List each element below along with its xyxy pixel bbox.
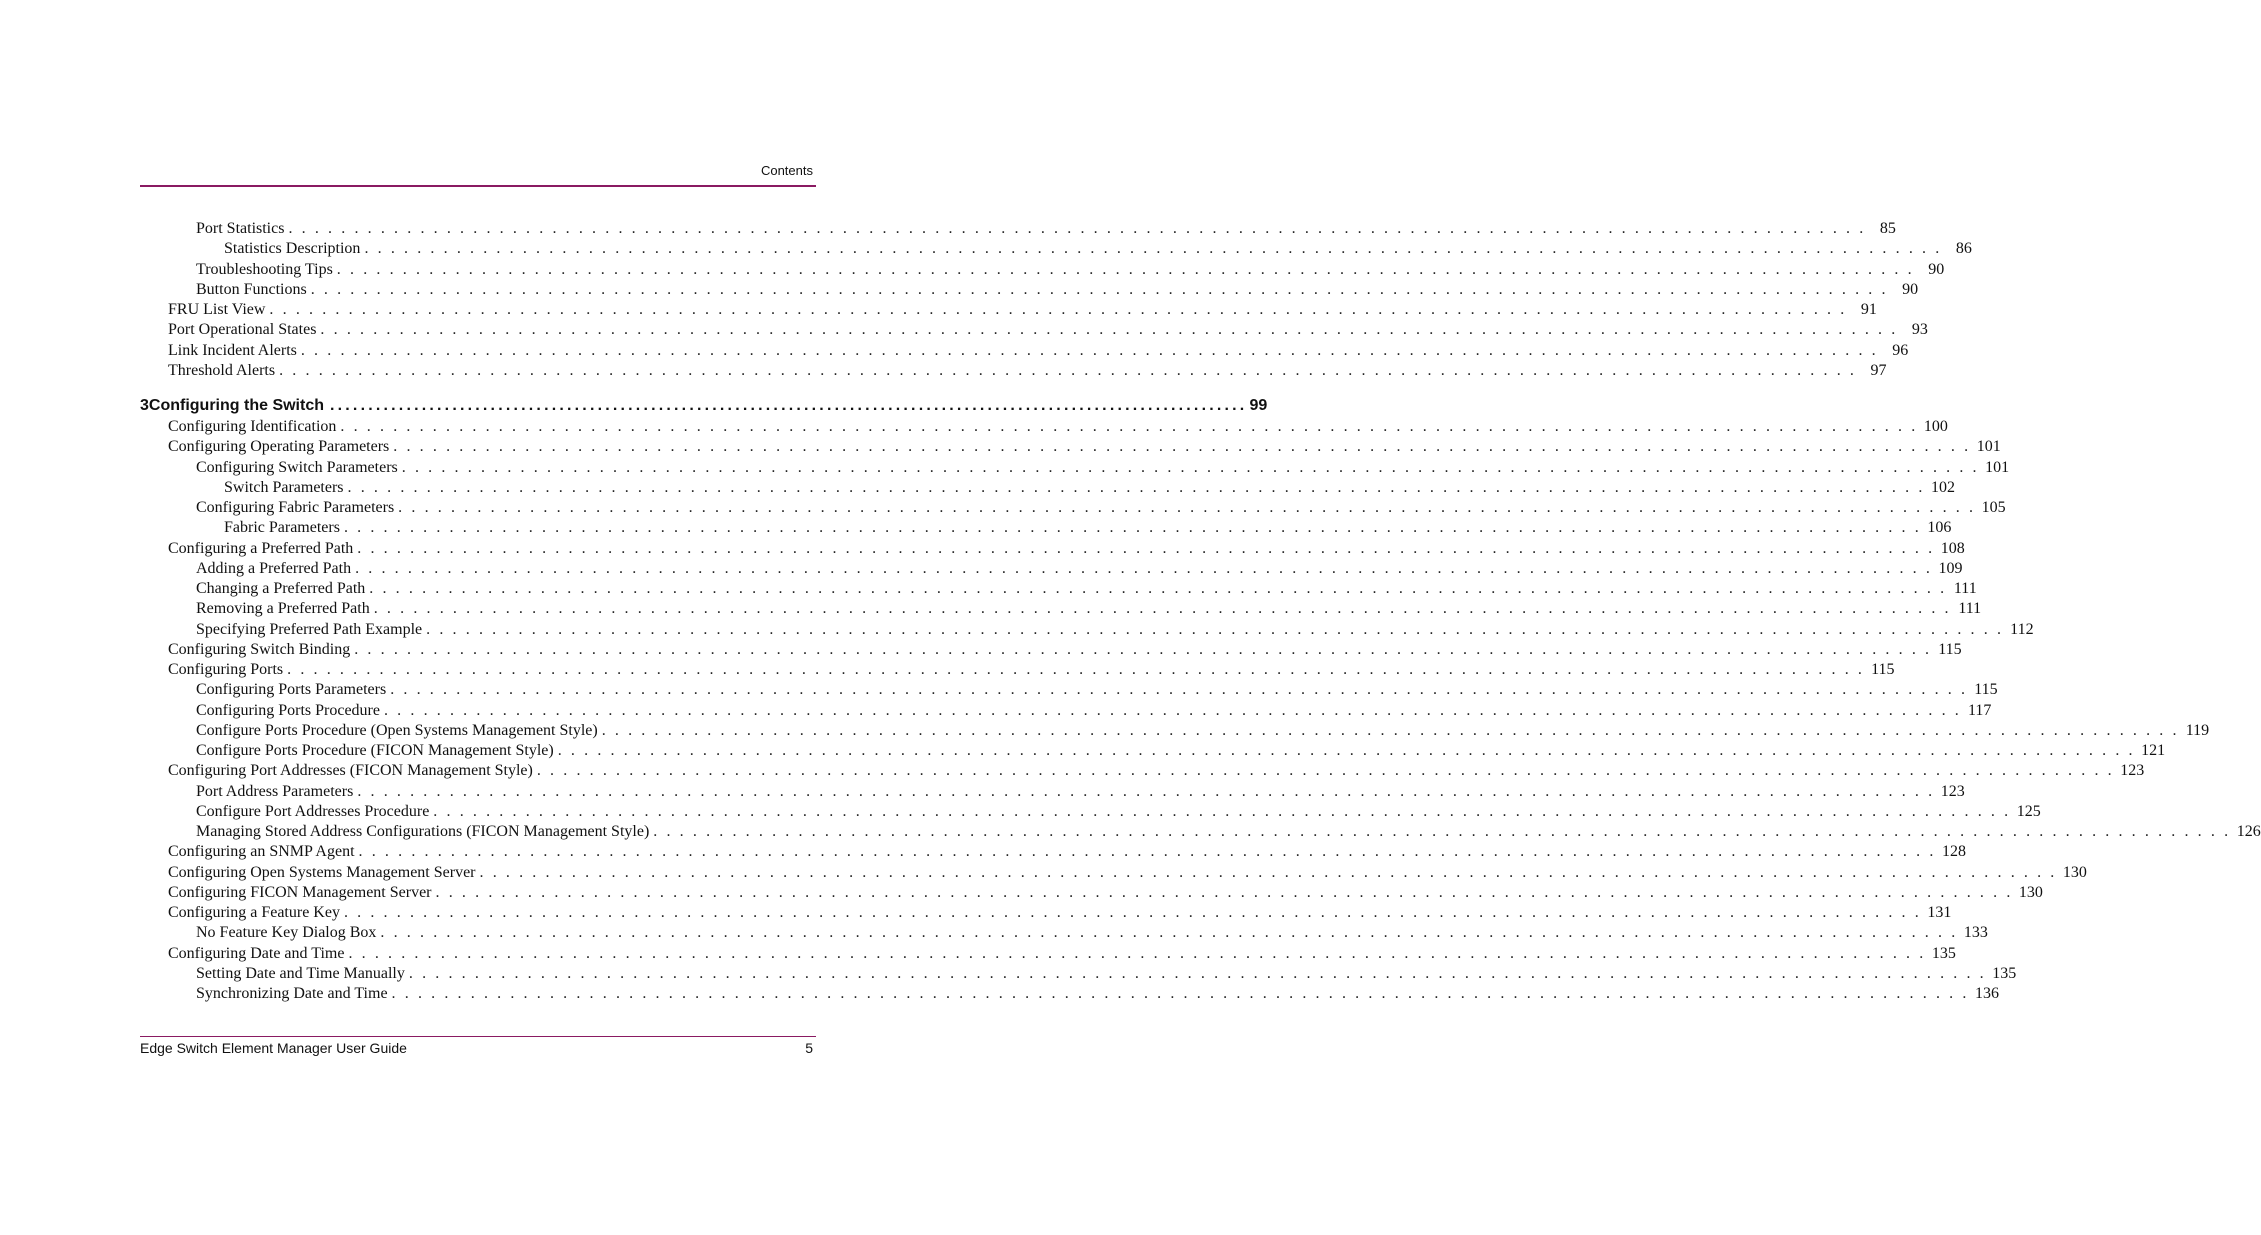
dot-leader: . . . . . . . . . . . . . . . . . . . . . . . . . . . . . . . . . . . . . . . . . . . . . . . . . . . . . . . . . . . . . . . . . . . . . . . . . . . . . . . . . . . . . . . . . . . . . . . . . . . . . . . . . . . . . . . . . . . . . . . . — [536, 762, 2115, 780]
toc-entry-title: Configuring Switch Binding — [168, 640, 351, 658]
toc-entry-page: 125 — [2016, 802, 2041, 820]
toc-entry[interactable] — [140, 660, 1895, 680]
toc-entry[interactable] — [140, 361, 1887, 381]
toc-entry-page: 112 — [2010, 620, 2034, 638]
toc-entry-title: Statistics Description — [224, 240, 361, 258]
toc-entry[interactable] — [140, 964, 2017, 984]
toc-entry[interactable] — [140, 579, 1977, 599]
toc-entry-title: Port Address Parameters — [196, 782, 354, 800]
toc-entry-title: Configuring Identification — [168, 418, 337, 435]
chapter-title: Configuring the Switch — [148, 397, 324, 414]
toc-entry-page: 91 — [1860, 301, 1877, 318]
toc-entry[interactable] — [140, 300, 1877, 320]
toc-entry-page: 111 — [1953, 580, 1977, 597]
toc-entry[interactable] — [140, 498, 2006, 518]
toc-entry[interactable] — [140, 599, 1982, 619]
dot-leader: . . . . . . . . . . . . . . . . . . . . . . . . . . . . . . . . . . . . . . . . . . . . . . . . . . . . . . . . . . . . . . . . . . . . . . . . . . . . . . . . . . . . . . . . . . . . . . . . . . . . . . . . . . . . . . . . . . . . . . . . — [343, 519, 1922, 537]
chapter-page: 99 — [1249, 397, 1268, 414]
toc-entry-title: Removing a Preferred Path — [196, 600, 370, 618]
dot-leader: . . . . . . . . . . . . . . . . . . . . . . . . . . . . . . . . . . . . . . . . . . . . . . . . . . . . . . . . . . . . . . . . . . . . . . . . . . . . . . . . . . . . . . . . . . . . . . . . . . . . . . . . . . . . . . . . . . . . . . . . — [300, 341, 1879, 359]
dot-leader: . . . . . . . . . . . . . . . . . . . . . . . . . . . . . . . . . . . . . . . . . . . . . . . . . . . . . . . . . . . . . . . . . . . . . . . . . . . . . . . . . . . . . . . . . . . . . . . . . . . . . . . . . . . . . . . . . . . . . . . . — [391, 985, 1969, 1002]
toc-entry[interactable] — [140, 458, 2010, 478]
toc-entry-title: Adding a Preferred Path — [196, 559, 352, 577]
toc-entry-title: Switch Parameters — [224, 478, 344, 496]
toc-chapter-heading[interactable] — [140, 395, 1268, 417]
toc-entry-page: 121 — [2141, 742, 2166, 759]
table-of-contents — [140, 219, 2261, 1004]
dot-leader: . . . . . . . . . . . . . . . . . . . . . . . . . . . . . . . . . . . . . . . . . . . . . . . . . . . . . . . . . . . . . . . . . . . . . . . . . . . . . . . . . . . . . . . . . . . . . . . . . . . . . . . . . . . . . . . . . . . . . . . . — [310, 280, 1889, 298]
dot-leader: . . . . . . . . . . . . . . . . . . . . . . . . . . . . . . . . . . . . . . . . . . . . . . . . . . . . . . . . . . . . . . . . . . . . . . . . . . . . . . . . . . . . . . . . . . . . . . . . . . . . . . . . . . . . . . . . . . . . . . . . — [269, 301, 1847, 318]
toc-entry-page: 90 — [1902, 280, 1919, 298]
dot-leader: . . . . . . . . . . . . . . . . . . . . . . . . . . . . . . . . . . . . . . . . . . . . . . . . . . . . . . . . . . . . . . . . . . . . . . . . . . . . . . . . . . . . . . . . . . . . . . . . . . . . . . . . . . . . . . . . . . . . . . . . — [398, 499, 1976, 516]
toc-entry-page: 115 — [1871, 661, 1895, 678]
toc-entry[interactable] — [140, 341, 1909, 361]
toc-entry[interactable] — [140, 984, 1999, 1004]
toc-entry-title: Specifying Preferred Path Example — [196, 620, 423, 638]
toc-entry[interactable] — [140, 559, 1963, 579]
toc-entry-page: 117 — [1967, 701, 1992, 719]
toc-entry[interactable] — [140, 782, 1965, 802]
running-header: Contents — [760, 163, 813, 178]
toc-entry-page: 130 — [2062, 863, 2087, 881]
dot-leader: . . . . . . . . . . . . . . . . . . . . . . . . . . . . . . . . . . . . . . . . . . . . . . . . . . . . . . . . . . . . . . . . . . . . . . . . . . . . . . . . . . . . . . . . . . . . . . . . . . . . . . . . . . . . . . . . . . . . . . . . — [479, 863, 2057, 881]
dot-leader: . . . . . . . . . . . . . . . . . . . . . . . . . . . . . . . . . . . . . . . . . . . . . . . . . . . . . . . . . . . . . . . . . . . . . . . . . . . . . . . . . . . . . . . . . . . . . . . . . . . . . . . . . . . . . . . . . . . . . . . . — [373, 600, 1952, 618]
toc-entry[interactable] — [140, 239, 1972, 259]
toc-entry[interactable] — [140, 701, 1992, 721]
toc-entry[interactable] — [140, 680, 1998, 700]
dot-leader: . . . . . . . . . . . . . . . . . . . . . . . . . . . . . . . . . . . . . . . . . . . . . . . . . . . . . . . . . . . . . . . . . . . . . . . . . . . . . . . . . . . . . . . . . . . . . . . . . . . . . . . . . . . . . . . . . . . . . . . . — [426, 620, 2004, 638]
toc-entry-page: 135 — [1931, 944, 1956, 962]
toc-entry-page: 101 — [1985, 458, 2010, 476]
toc-entry-page: 106 — [1927, 519, 1952, 537]
toc-entry-title: Configuring Ports — [168, 661, 284, 678]
dot-leader: . . . . . . . . . . . . . . . . . . . . . . . . . . . . . . . . . . . . . . . . . . . . . . . . . . . . . . . . . . . . . . . . . . . . . . . . . . . . . . . . . . . . . . . . . . . . . . . . . . . . . . . . . . . . . . . . . . . . . . . . — [601, 721, 2180, 739]
dot-leader: . . . . . . . . . . . . . . . . . . . . . . . . . . . . . . . . . . . . . . . . . . . . . . . . . . . . . . . . . . . . . . . . . . . . . . . . . . . . . . . . . . . . . . . . . . . . . . . . . . . . . . . . . . . . . . . . . . . . . . . . — [401, 458, 1980, 476]
toc-entry-page: 102 — [1930, 478, 1955, 496]
toc-entry-page: 97 — [1870, 361, 1887, 379]
toc-entry-title: No Feature Key Dialog Box — [196, 924, 377, 942]
toc-entry-title: Configuring Open Systems Management Server — [168, 863, 476, 881]
dot-leader: . . . . . . . . . . . . . . . . . . . . . . . . . . . . . . . . . . . . . . . . . . . . . . . . . . . . . . . . . . . . . . . . . . . . . . . . . . . . . . . . . . . . . . . . . . . . . . . . . . . . . . . . . . . . . . . . . . . . . . . . — [287, 661, 1865, 678]
toc-entry-page: 100 — [1923, 418, 1948, 435]
toc-entry-page: 130 — [2018, 883, 2043, 901]
toc-entry[interactable] — [140, 417, 1948, 437]
toc-entry-title: Changing a Preferred Path — [196, 580, 366, 597]
toc-entry-page: 115 — [1938, 640, 1962, 658]
toc-entry[interactable] — [140, 280, 1919, 300]
toc-entry-page: 136 — [1974, 985, 1999, 1002]
toc-entry-page: 126 — [2236, 823, 2261, 840]
dot-leader: . . . . . . . . . . . . . . . . . . . . . . . . . . . . . . . . . . . . . . . . . . . . . . . . . . . . . . . . . . . . . . . . . . . . . . . . . . . . . . . . . . . . . . . . . . . . . . . . . . . . . . . . . . . . . . . . . . . . . . . . — [347, 478, 1925, 496]
toc-entry-page: 96 — [1892, 341, 1909, 359]
dot-leader: . . . . . . . . . . . . . . . . . . . . . . . . . . . . . . . . . . . . . . . . . . . . . . . . . . . . . . . . . . . . . . . . . . . . . . . . . . . . . . . . . . . . . . . . . . . . . . . . . . . . . . . . . . . . . . . . . . . . . . . . — [369, 580, 1947, 597]
dot-leader: . . . . . . . . . . . . . . . . . . . . . . . . . . . . . . . . . . . . . . . . . . . . . . . . . . . . . . . . . . . . . . . . . . . . . . . . . . . . . . . . . . . . . . . . . . . . . . . . . . . . . . . . . . . . . . . . . . . . . . . . — [433, 802, 2011, 820]
toc-entry-title: Managing Stored Address Configurations (FICON Management Style) — [196, 823, 650, 840]
toc-entry-page: 133 — [1963, 924, 1988, 942]
dot-leader: . . . . . . . . . . . . . . . . . . . . . . . . . . . . . . . . . . . . . . . . . . . . . . . . . . . . . . . . . . . . . . . . . . . . . . . . . . . . . . . . . . . . . . . . . . . . . . . . . . . . . . . . . . . . . . . . . . . . . . . . — [340, 418, 1918, 435]
toc-entry-page: 90 — [1928, 260, 1945, 278]
toc-entry-title: Fabric Parameters — [224, 519, 340, 537]
header-rule — [140, 185, 816, 187]
toc-entry[interactable] — [140, 944, 1956, 964]
dot-leader: . . . . . . . . . . . . . . . . . . . . . . . . . . . . . . . . . . . . . . . . . . . . . . . . . . . . . . . . . . . . . . . . . . . . . . . . . . . . . . . . . . . . . . . . . . . . . . . . . . . . . . . . . . . . . . . . . . . . . . . . — [358, 843, 1936, 861]
dot-leader: . . . . . . . . . . . . . . . . . . . . . . . . . . . . . . . . . . . . . . . . . . . . . . . . . . . . . . . . . . . . . . . . . . . . . . . . . . . . . . . . . . . . . . . . . . . . . . . . . . . . . . . . . . . . . . . . . . . . . . . . — [343, 904, 1922, 921]
footer-page-number: 5 — [805, 1040, 813, 1056]
toc-entry[interactable] — [140, 539, 1965, 559]
toc-entry-title: Configuring Operating Parameters — [168, 438, 390, 456]
dot-leader: . . . . . . . . . . . . . . . . . . . . . . . . . . . . . . . . . . . . . . . . . . . . . . . . . . . . . . . . . . . . . . . . . . . . . . . . . . . . . . . . . . . . . . . . . . . . . . . . . . . . . . . . . . . . . . . . . . . . . . . . — [435, 883, 2013, 901]
toc-entry-title: Configure Ports Procedure (Open Systems Management Style) — [196, 721, 598, 739]
dot-leader: . . . . . . . . . . . . . . . . . . . . . . . . . . . . . . . . . . . . . . . . . . . . . . . . . . . . . . . . . . . . . . . . . . . . . . . . . . . . . . . . . . . . . . . . . . . . . . . . . . . . . . . . . . . . . . . . . . . . . . . . — [320, 321, 1898, 339]
toc-entry-title: FRU List View — [168, 301, 266, 318]
dot-leader: . . . . . . . . . . . . . . . . . . . . . . . . . . . . . . . . . . . . . . . . . . . . . . . . . . . . . . . . . . . . . . . . . . . . . . . . . . . . . . . . . . . . . . . . . . . . . . . . . . . . . . . . . . . . . . . . . . . . . . . . — [279, 361, 1857, 379]
toc-entry-page: 109 — [1938, 559, 1963, 577]
toc-entry[interactable] — [140, 923, 1988, 943]
toc-entry-title: Button Functions — [196, 280, 307, 298]
dot-leader: . . . . . . . . . . . . . . . . . . . . . . . . . . . . . . . . . . . . . . . . . . . . . . . . . . . . . . . . . . . . . . . . . . . . . . . . . . . . . . . . . . . . . . . . . . . . . . . . . . . . . . . . . . . . . . . . . . . . . . . . — [653, 823, 2231, 840]
toc-entry-title: Configuring an SNMP Agent — [168, 843, 355, 861]
dot-leader: . . . . . . . . . . . . . . . . . . . . . . . . . . . . . . . . . . . . . . . . . . . . . . . . . . . . . . . . . . . . . . . . . . . . . . . . . . . . . . . . . . . . . . . . . . . . . . . . . . . . . . . . . . . . . . . . . . . . . . . . — [557, 742, 2136, 759]
toc-entry-page: 93 — [1911, 321, 1928, 339]
toc-entry-title: Configuring Date and Time — [168, 944, 345, 962]
dot-leader: ........................................................................................................................ — [330, 397, 1248, 414]
toc-entry-page: 123 — [2120, 762, 2145, 780]
toc-entry-title: Configuring Ports Parameters — [196, 681, 387, 699]
toc-entry[interactable] — [140, 437, 2001, 457]
toc-entry[interactable] — [140, 620, 2034, 640]
toc-entry[interactable] — [140, 721, 2210, 741]
toc-entry-page: 85 — [1879, 220, 1896, 237]
footer-title: Edge Switch Element Manager User Guide — [140, 1040, 407, 1056]
toc-entry-page: 101 — [1976, 438, 2001, 456]
toc-entry[interactable] — [140, 822, 2261, 842]
dot-leader: . . . . . . . . . . . . . . . . . . . . . . . . . . . . . . . . . . . . . . . . . . . . . . . . . . . . . . . . . . . . . . . . . . . . . . . . . . . . . . . . . . . . . . . . . . . . . . . . . . . . . . . . . . . . . . . . . . . . . . . . — [288, 220, 1866, 237]
toc-entry-title: Setting Date and Time Manually — [196, 964, 405, 982]
toc-entry[interactable] — [140, 640, 1962, 660]
dot-leader: . . . . . . . . . . . . . . . . . . . . . . . . . . . . . . . . . . . . . . . . . . . . . . . . . . . . . . . . . . . . . . . . . . . . . . . . . . . . . . . . . . . . . . . . . . . . . . . . . . . . . . . . . . . . . . . . . . . . . . . . — [357, 539, 1935, 557]
toc-entry-page: 108 — [1940, 539, 1965, 557]
toc-entry[interactable] — [140, 320, 1928, 340]
footer-rule — [140, 1036, 816, 1037]
toc-entry-page: 135 — [1992, 964, 2017, 982]
toc-entry-title: Configuring Fabric Parameters — [196, 499, 395, 516]
chapter-number: 3 — [140, 397, 149, 414]
toc-entry[interactable] — [140, 802, 2041, 822]
toc-entry[interactable] — [140, 260, 1945, 280]
toc-entry[interactable] — [140, 219, 1896, 239]
dot-leader: . . . . . . . . . . . . . . . . . . . . . . . . . . . . . . . . . . . . . . . . . . . . . . . . . . . . . . . . . . . . . . . . . . . . . . . . . . . . . . . . . . . . . . . . . . . . . . . . . . . . . . . . . . . . . . . . . . . . . . . . — [390, 681, 1968, 699]
toc-entry-title: Configuring a Preferred Path — [168, 539, 354, 557]
dot-leader: . . . . . . . . . . . . . . . . . . . . . . . . . . . . . . . . . . . . . . . . . . . . . . . . . . . . . . . . . . . . . . . . . . . . . . . . . . . . . . . . . . . . . . . . . . . . . . . . . . . . . . . . . . . . . . . . . . . . . . . . — [336, 260, 1915, 278]
toc-entry-page: 86 — [1955, 240, 1972, 258]
dot-leader: . . . . . . . . . . . . . . . . . . . . . . . . . . . . . . . . . . . . . . . . . . . . . . . . . . . . . . . . . . . . . . . . . . . . . . . . . . . . . . . . . . . . . . . . . . . . . . . . . . . . . . . . . . . . . . . . . . . . . . . . — [393, 438, 1971, 456]
toc-entry-page: 119 — [2185, 721, 2210, 739]
dot-leader: . . . . . . . . . . . . . . . . . . . . . . . . . . . . . . . . . . . . . . . . . . . . . . . . . . . . . . . . . . . . . . . . . . . . . . . . . . . . . . . . . . . . . . . . . . . . . . . . . . . . . . . . . . . . . . . . . . . . . . . . — [355, 559, 1933, 577]
dot-leader: . . . . . . . . . . . . . . . . . . . . . . . . . . . . . . . . . . . . . . . . . . . . . . . . . . . . . . . . . . . . . . . . . . . . . . . . . . . . . . . . . . . . . . . . . . . . . . . . . . . . . . . . . . . . . . . . . . . . . . . . — [354, 640, 1932, 658]
dot-leader: . . . . . . . . . . . . . . . . . . . . . . . . . . . . . . . . . . . . . . . . . . . . . . . . . . . . . . . . . . . . . . . . . . . . . . . . . . . . . . . . . . . . . . . . . . . . . . . . . . . . . . . . . . . . . . . . . . . . . . . . — [348, 944, 1926, 962]
toc-entry[interactable] — [140, 883, 2043, 903]
toc-entry-title: Configuring a Feature Key — [168, 904, 340, 921]
toc-section-after — [140, 417, 2261, 1004]
toc-entry-title: Configure Port Addresses Procedure — [196, 802, 430, 820]
toc-entry-page: 111 — [1958, 600, 1982, 618]
toc-entry[interactable] — [140, 741, 2166, 761]
toc-entry-page: 128 — [1941, 843, 1966, 861]
toc-entry-title: Configuring Port Addresses (FICON Management Style) — [168, 762, 533, 780]
toc-entry[interactable] — [140, 863, 2087, 883]
toc-entry-title: Synchronizing Date and Time — [196, 985, 388, 1002]
toc-entry-title: Configuring Ports Procedure — [196, 701, 380, 719]
toc-entry-page: 115 — [1974, 681, 1998, 699]
toc-section-before — [140, 219, 1972, 381]
dot-leader: . . . . . . . . . . . . . . . . . . . . . . . . . . . . . . . . . . . . . . . . . . . . . . . . . . . . . . . . . . . . . . . . . . . . . . . . . . . . . . . . . . . . . . . . . . . . . . . . . . . . . . . . . . . . . . . . . . . . . . . . — [364, 240, 1942, 258]
toc-entry-title: Link Incident Alerts — [168, 341, 297, 359]
toc-entry-page: 123 — [1940, 782, 1965, 800]
toc-entry-title: Configure Ports Procedure (FICON Management Style) — [196, 742, 554, 759]
toc-entry-page: 131 — [1927, 904, 1952, 921]
toc-entry-title: Port Statistics — [196, 220, 285, 237]
dot-leader: . . . . . . . . . . . . . . . . . . . . . . . . . . . . . . . . . . . . . . . . . . . . . . . . . . . . . . . . . . . . . . . . . . . . . . . . . . . . . . . . . . . . . . . . . . . . . . . . . . . . . . . . . . . . . . . . . . . . . . . . — [357, 782, 1935, 800]
toc-entry-title: Threshold Alerts — [168, 361, 276, 379]
toc-entry-title: Configuring Switch Parameters — [196, 458, 398, 476]
toc-entry-title: Configuring FICON Management Server — [168, 883, 432, 901]
dot-leader: . . . . . . . . . . . . . . . . . . . . . . . . . . . . . . . . . . . . . . . . . . . . . . . . . . . . . . . . . . . . . . . . . . . . . . . . . . . . . . . . . . . . . . . . . . . . . . . . . . . . . . . . . . . . . . . . . . . . . . . . — [383, 701, 1962, 719]
dot-leader: . . . . . . . . . . . . . . . . . . . . . . . . . . . . . . . . . . . . . . . . . . . . . . . . . . . . . . . . . . . . . . . . . . . . . . . . . . . . . . . . . . . . . . . . . . . . . . . . . . . . . . . . . . . . . . . . . . . . . . . . — [380, 924, 1958, 942]
toc-entry[interactable] — [140, 761, 2145, 781]
toc-entry[interactable] — [140, 842, 1966, 862]
toc-entry-title: Port Operational States — [168, 321, 317, 339]
toc-entry[interactable] — [140, 478, 1955, 498]
toc-entry-page: 105 — [1981, 499, 2006, 516]
dot-leader: . . . . . . . . . . . . . . . . . . . . . . . . . . . . . . . . . . . . . . . . . . . . . . . . . . . . . . . . . . . . . . . . . . . . . . . . . . . . . . . . . . . . . . . . . . . . . . . . . . . . . . . . . . . . . . . . . . . . . . . . — [408, 964, 1987, 982]
toc-entry[interactable] — [140, 518, 1952, 538]
toc-entry-title: Troubleshooting Tips — [196, 260, 333, 278]
toc-entry[interactable] — [140, 903, 1952, 923]
